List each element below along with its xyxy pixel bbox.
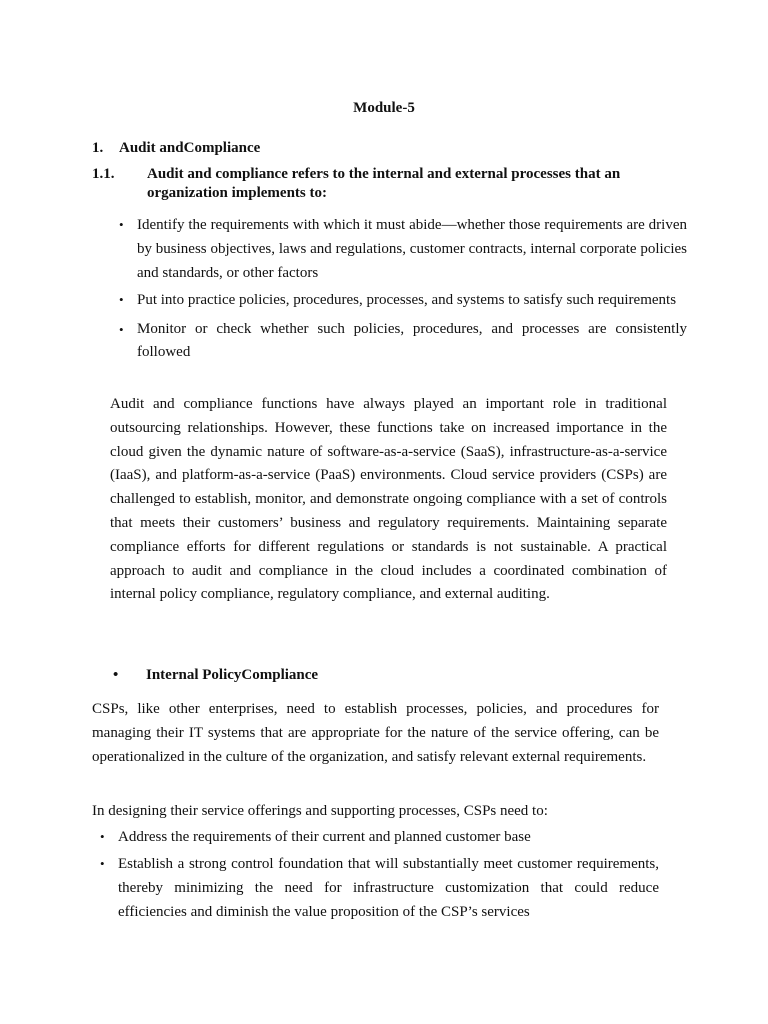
csp-needs-intro: In designing their service offerings and supporting processes, CSPs need to:	[92, 803, 548, 819]
internal-policy-paragraph: CSPs, like other enterprises, need to establish processes, policies, and procedures for managing their IT systems that are appropriate for the nature of the service offering, can be operationalized in the culture of the organization, and satisfy relevant external requirements.	[92, 701, 659, 765]
list-item	[119, 213, 687, 285]
bullet-icon: •	[100, 856, 105, 871]
csp-needs-list	[100, 825, 659, 927]
purpose-list	[119, 213, 687, 369]
list-item	[119, 318, 687, 364]
module-title: Module-5	[353, 100, 415, 116]
bullet-icon: •	[100, 829, 105, 844]
bullet-icon: •	[113, 667, 119, 683]
list-item-text: Monitor or check whether such policies, procedures, and processes are consistently followed	[137, 321, 687, 360]
list-item-text: Address the requirements of their current and planned customer base	[118, 829, 531, 845]
internal-policy-heading	[113, 667, 318, 684]
section-title: Audit andCompliance	[119, 140, 261, 156]
section-heading	[92, 140, 260, 157]
bullet-icon: •	[119, 292, 124, 307]
list-item	[100, 825, 659, 849]
bullet-icon: •	[119, 322, 124, 337]
internal-policy-title: Internal PolicyCompliance	[146, 667, 319, 683]
list-item-text: Establish a strong control foundation that will substantially meet customer requirements, thereby minimizing the need for infrastructure customization that could reduce efficiencies and diminish the value proposition of the CSP’s services	[118, 856, 659, 920]
list-item-text: Identify the requirements with which it must abide—whether those requirements are driven by business objectives, laws and regulations, customer contracts, internal corporate policies and standards, or other factors	[137, 217, 687, 281]
list-item	[100, 852, 659, 924]
subsection-number: 1.1.	[92, 166, 115, 182]
body-paragraph: Audit and compliance functions have always played an important role in traditional outsourcing relationships. However, these functions take on increased importance in the cloud given the dynamic nature of software-as-a-service (SaaS), infrastructure-as-a-service (IaaS), and platform-as-a-service (PaaS) environments. Cloud service providers (CSPs) are challenged to establish, monitor, and demonstrate ongoing compliance with a set of controls that meets their customers’ business and regulatory requirements. Maintaining separate compliance efforts for different regulations or standards is not sustainable. A practical approach to audit and compliance in the cloud includes a coordinated combination of internal policy compliance, regulatory compliance, and external auditing.	[110, 396, 667, 603]
section-number: 1.	[92, 140, 104, 156]
bullet-icon: •	[119, 217, 124, 232]
subsection-title: Audit and compliance refers to the internal and external processes that an organization implements to:	[147, 166, 621, 201]
list-item-text: Put into practice policies, procedures, processes, and systems to satisfy such requirements	[137, 292, 677, 308]
list-item	[119, 290, 687, 310]
